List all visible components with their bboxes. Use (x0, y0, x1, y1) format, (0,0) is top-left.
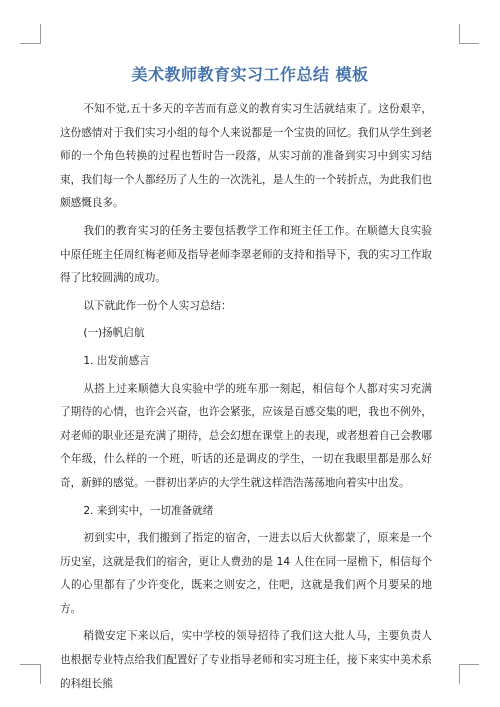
paragraph-arrival: 初到实中，我们搬到了指定的宿舍，一进去以后大伙都蒙了，原来是一个历史室，这就是我们的宿舍，更让人费劲的是 14 人住在同一屋檐下，相信每个人的心里都有了少许变化，既来之则安之，住吧，这就是我们两个月要呆的地方。 (60, 532, 432, 615)
crop-mark-top-left (40, 24, 41, 44)
paragraph-tasks: 我们的教育实习的任务主要包括教学工作和班主任工作。在顺德大良实验中原任班主任周红梅老师及指导老师李翠老师的支持和指导下，我的实习工作取得了比较圆满的成功。 (60, 224, 432, 285)
subsection-heading: 1. 出发前感言 (83, 354, 150, 367)
crop-mark-bottom-right (459, 664, 460, 684)
paragraph-departure: 从搭上过来顺德大良实验中学的班车那一刻起，相信每个人都对实习充满了期待的心情，也许会兴奋，也许会紧张，应该是百感交集的吧，我也不例外，对老师的职业还是充满了期待，总会幻想在课堂上的表现，或者想着自己会教哪个年级，什么样的一个班，听话的还是调皮的学生，一切在我眼里都是那么好奇，新鲜的感觉。一群初出茅庐的大学生就这样浩浩荡荡地向着实中出发。 (60, 382, 432, 489)
crop-mark-bottom-left (20, 664, 40, 665)
document-title: 美术教师教育实习工作总结 模板 (131, 65, 369, 84)
crop-mark-top-left (20, 43, 40, 44)
document-body (60, 98, 432, 700)
paragraph-intro: 不知不觉,五十多天的辛苦而有意义的教育实习生活就结束了。这份艰辛，这份感情对于我们实习小组的每个人来说都是一个宝贵的回忆。我们从学生到老师的一个角色转换的过程也暂时告一段落，从实习前的准备到实习中到实习结束，我们每一个人都经历了人生的一次洗礼，是人生的一个转折点，为此我们也颇感慨良多。 (60, 103, 432, 210)
crop-mark-bottom-right (459, 664, 479, 665)
crop-mark-top-right (459, 24, 460, 44)
paragraph-settling: 稍微安定下来以后，实中学校的领导招待了我们这大批人马，主要负责人也根据专业特点给我们配置好了专业指导老师和实习班主任，接下来实中美术系的科组长熊 (60, 630, 432, 690)
subsection-heading: 2. 来到实中，一切准备就绪 (83, 504, 214, 517)
crop-mark-bottom-left (40, 664, 41, 684)
section-heading: (一)扬帆启航 (83, 327, 145, 340)
paragraph-summary-lead: 以下就此作一份个人实习总结： (83, 299, 232, 312)
crop-mark-top-right (459, 43, 479, 44)
